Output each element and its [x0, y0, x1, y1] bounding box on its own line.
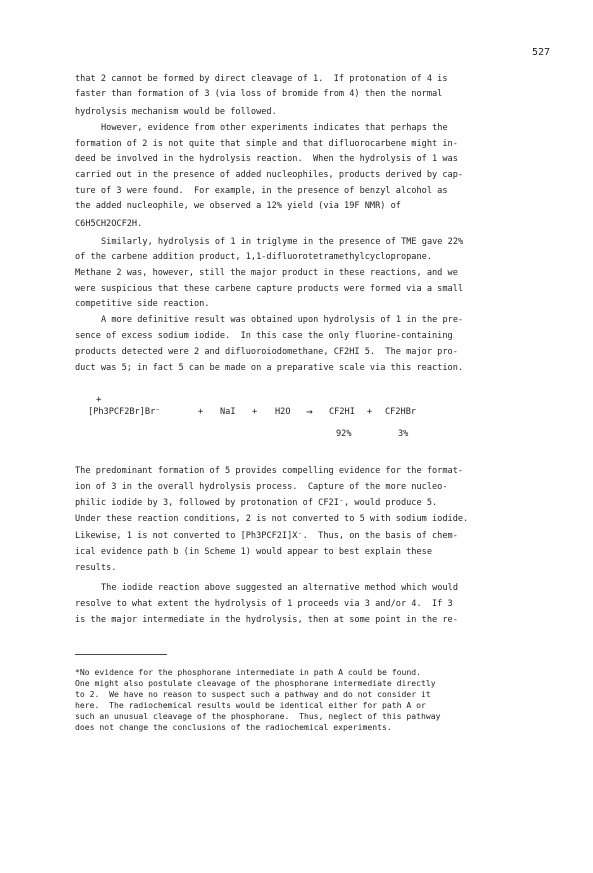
- body-line: The iodide reaction above suggested an alternative method which would: [101, 583, 458, 593]
- body-line: Under these reaction conditions, 2 is not converted to 5 with sodium iodide.: [75, 514, 469, 524]
- body-line: Methane 2 was, however, still the major product in these reactions, and we: [75, 268, 458, 278]
- body-line: The predominant formation of 5 provides compelling evidence for the format-: [75, 466, 464, 476]
- equation-plus: +: [367, 407, 373, 417]
- footnote-line: One might also postulate cleavage of the phosphorane intermediate directly: [75, 678, 436, 688]
- body-line: resolve to what extent the hydrolysis of 1 proceeds via 3 and/or 4. If 3: [75, 599, 453, 609]
- body-line: that 2 cannot be formed by direct cleavage of 1. If protonation of 4 is: [75, 74, 448, 84]
- body-line: sence of excess sodium iodide. In this case the only fluorine-containing: [75, 331, 453, 341]
- body-line: formation of 2 is not quite that simple and that difluorocarbene might in-: [75, 139, 458, 149]
- reaction-arrow: →: [306, 405, 313, 418]
- page-number: 527: [532, 47, 551, 58]
- body-line: ion of 3 in the overall hydrolysis process. Capture of the more nucleo-: [75, 482, 448, 492]
- body-line: results.: [75, 563, 117, 573]
- body-line: ture of 3 were found. For example, in the presence of benzyl alcohol as: [75, 186, 448, 196]
- body-line: carried out in the presence of added nucleophiles, products derived by cap-: [75, 170, 464, 180]
- body-line: philic iodide by 3, followed by protonation of CF2I⁻, would produce 5.: [75, 498, 438, 508]
- footnote-line: *No evidence for the phosphorane intermediate in path A could be found.: [75, 667, 421, 677]
- footnote-line: such an unusual cleavage of the phosphorane. Thus, neglect of this pathway: [75, 711, 441, 721]
- body-line: A more definitive result was obtained upon hydrolysis of 1 in the pre-: [101, 315, 464, 325]
- equation-reagent: NaI: [220, 407, 236, 417]
- formula-line: C6H5CH2OCF2H.: [75, 219, 143, 229]
- body-line: were suspicious that these carbene capture products were formed via a small: [75, 284, 464, 294]
- body-line: deed be involved in the hydrolysis reaction. When the hydrolysis of 1 was: [75, 154, 458, 164]
- body-line: of the carbene addition product, 1,1-difluorotetramethylcyclopropane.: [75, 252, 432, 262]
- footnote-line: to 2. We have no reason to suspect such a pathway and do not consider it: [75, 689, 431, 699]
- body-line: faster than formation of 3 (via loss of bromide from 4) then the normal: [75, 89, 443, 99]
- footnote-line: here. The radiochemical results would be identical either for path A or: [75, 700, 426, 710]
- body-line: However, evidence from other experiments indicates that perhaps the: [101, 123, 448, 133]
- body-line: duct was 5; in fact 5 can be made on a preparative scale via this reaction.: [75, 363, 464, 373]
- body-line: products detected were 2 and difluoroiodomethane, CF2HI 5. The major pro-: [75, 347, 458, 357]
- equation-reagent: H2O: [275, 407, 291, 417]
- product-yield: 3%: [398, 429, 409, 439]
- equation-plus: +: [252, 407, 258, 417]
- body-line: Likewise, 1 is not converted to [Ph3PCF2I]X⁻. Thus, on the basis of chem-: [75, 531, 458, 541]
- body-line: is the major intermediate in the hydrolysis, then at some point in the re-: [75, 615, 458, 625]
- footnote-line: does not change the conclusions of the radiochemical experiments.: [75, 722, 392, 732]
- body-line: ical evidence path b (in Scheme 1) would appear to best explain these: [75, 547, 432, 557]
- body-line: hydrolysis mechanism would be followed.: [75, 107, 277, 117]
- equation-plus: +: [198, 407, 204, 417]
- product-yield: 92%: [336, 429, 352, 439]
- equation-product: CF2HBr: [385, 407, 417, 417]
- document-page: 527 that 2 cannot be formed by direct cleavage of 1. If protonation of 4 is faster than formation of 3 (via loss of bromide from 4) then the normal hydrolysis mechanism would be followed. However, evidence from other experiments indicates that perhaps the formation of 2 is not quite that simple and that difluorocarbene might in- deed be involved in the hydrolysis reaction. When the hydrolysis of 1 was carried out in the presence of added nucleophiles, products derived by cap- ture of 3 were found. For example, in the presence of benzyl alcohol as the added nucleophile, we observed a 12% yield (via 19F NMR) of C6H5CH2OCF2H. Similarly, hydrolysis of 1 in triglyme in the presence of TME gave 22% of the carbene addition product, 1,1-difluorotetramethylcyclopropane. Methane 2 was, however, still the major product in these reactions, and we were suspicious that these carbene capture products were formed via a small competitive side reaction. A more definitive result was obtained upon hydrolysis of 1 in the pre- sence of excess sodium iodide. In this case the only fluorine-containing products detected were 2 and difluoroiodomethane, CF2HI 5. The major pro- duct was 5; in fact 5 can be made on a preparative scale via this reaction. + [Ph3PCF2Br]Br⁻ + NaI + H2O → CF2HI + CF2HBr 92% 3% The predominant formation of 5 provides compelling evidence for the format- ion of 3 in the overall hydrolysis process. Capture of the more nucleo- philic iodide by 3, followed by protonation of CF2I⁻, would produce 5. Under these reaction conditions, 2 is not converted to 5 with sodium iodide. Likewise, 1 is not converted to [Ph3PCF2I]X⁻. Thus, on the basis of chem- ical evidence path b (in Scheme 1) would appear to best explain these results. The iodide reaction above suggested an alternative method which would resolve to what extent the hydrolysis of 1 proceeds via 3 and/or 4. If 3 is the major intermediate in the hydrolysis, then at some point in the re- *No evidence for the phosphorane intermediate in path A could be found. One might also postulate cleavage of the phosphorane intermediate directly to 2. We have no reason to suspect such a pathway and do not consider it here. The radiochemical results would be identical either for path A or such an unusual cleavage of the phosphorane. Thus, neglect of this pathway does not change the conclusions of the radiochemical experiments.: [75, 47, 551, 732]
- footnote-rule: [75, 654, 167, 655]
- equation-reactant: [Ph3PCF2Br]Br⁻: [88, 407, 161, 417]
- equation-product: CF2HI: [329, 407, 355, 417]
- body-line: the added nucleophile, we observed a 12% yield (via 19F NMR) of: [75, 201, 401, 211]
- body-line: Similarly, hydrolysis of 1 in triglyme in the presence of TME gave 22%: [101, 237, 464, 247]
- body-line: competitive side reaction.: [75, 299, 210, 309]
